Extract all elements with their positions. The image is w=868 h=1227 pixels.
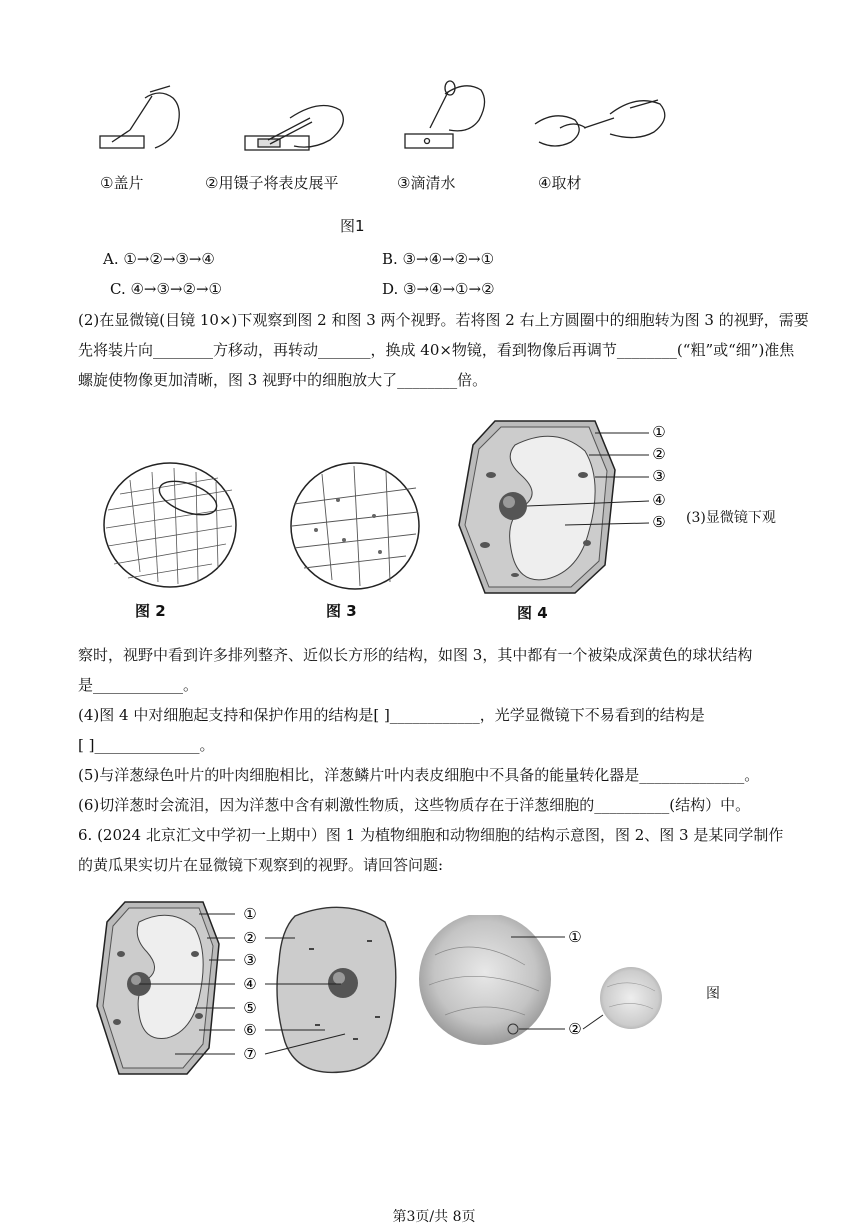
step2-drawing (245, 106, 343, 151)
q4-line1: (4)图 4 中对细胞起支持和保护作用的结构是[ ]____________，光学显微镜下不易看到的结构是 (78, 706, 705, 724)
fig1-illustrations (90, 78, 680, 168)
step3-caption: ③滴清水 (397, 174, 456, 192)
step1-caption: ①盖片 (100, 174, 144, 192)
q2-line1: (2)在显微镜(目镜 10×)下观察到图 2 和图 3 两个视野。若将图 2 右上方圆圈中的细胞转为图 3 的视野，需要 (78, 311, 809, 329)
fig3-microscope-view (288, 460, 422, 592)
q3-line1: 察时，视野中看到许多排列整齐、近似长方形的结构，如图 3，其中都有一个被染成深黄色的球状结构 (78, 646, 753, 664)
step4-caption: ④取材 (538, 174, 582, 192)
page-footer: 第3页/共 8页 (392, 1209, 476, 1225)
micro-label-2: ② (568, 1020, 582, 1038)
step3-drawing (405, 81, 485, 148)
micro-label-1: ① (568, 928, 582, 946)
cell-label-5: ⑤ (243, 999, 257, 1017)
bottom-side-text: 图 (706, 986, 720, 1002)
fig4-label-2: ② (652, 445, 666, 463)
bottom-cell-diagram (95, 898, 405, 1080)
q6: (6)切洋葱时会流泪，因为洋葱中含有刺激性物质，这些物质存在于洋葱细胞的__________(结构）中。 (78, 796, 751, 814)
question6-line1: 6. (2024 北京汇文中学初一上期中）图 1 为植物细胞和动物细胞的结构示意图，图 2、图 3 是某同学制作 (78, 826, 784, 844)
option-a: A. ①→②→③→④ (103, 250, 215, 268)
cell-label-2: ② (243, 929, 257, 947)
fig1-caption: 图1 (340, 217, 365, 235)
fig4-caption: 图 4 (517, 604, 548, 622)
cell-label-1: ① (243, 905, 257, 923)
cell-label-4: ④ (243, 975, 257, 993)
q2-line3: 螺旋使物像更加清晰，图 3 视野中的细胞放大了________倍。 (78, 371, 488, 389)
q2-line2: 先将装片向________方移动，再转动_______，换成 40×物镜，看到物像后再调节________(“粗”或“细”)准焦 (78, 341, 795, 359)
fig3-caption: 图 3 (326, 602, 357, 620)
option-d: D. ③→④→①→② (382, 280, 495, 298)
fig4-label-1: ① (652, 423, 666, 441)
q4-line2: [ ]______________。 (78, 736, 215, 754)
step1-drawing (100, 86, 179, 148)
fig4-plant-cell (455, 415, 685, 600)
cell-label-7: ⑦ (243, 1045, 257, 1063)
question6-line2: 的黄瓜果实切片在显微镜下观察到的视野。请回答问题: (78, 856, 444, 874)
cell-label-3: ③ (243, 951, 257, 969)
fig4-label-4: ④ (652, 491, 666, 509)
step4-drawing (535, 100, 665, 146)
bottom-microscope-views (415, 915, 675, 1045)
q5: (5)与洋葱绿色叶片的叶肉细胞相比，洋葱鳞片叶内表皮细胞中不具备的能量转化器是______________。 (78, 766, 760, 784)
cell-label-6: ⑥ (243, 1021, 257, 1039)
q3-start: (3)显微镜下观 (686, 510, 776, 526)
step2-caption: ②用镊子将表皮展平 (205, 174, 339, 192)
fig2-microscope-view (100, 460, 240, 590)
option-c: C. ④→③→②→① (110, 280, 222, 298)
option-b: B. ③→④→②→① (382, 250, 495, 268)
q3-line2: 是____________。 (78, 676, 199, 694)
fig4-label-5: ⑤ (652, 513, 666, 531)
fig2-caption: 图 2 (135, 602, 166, 620)
fig4-label-3: ③ (652, 467, 666, 485)
